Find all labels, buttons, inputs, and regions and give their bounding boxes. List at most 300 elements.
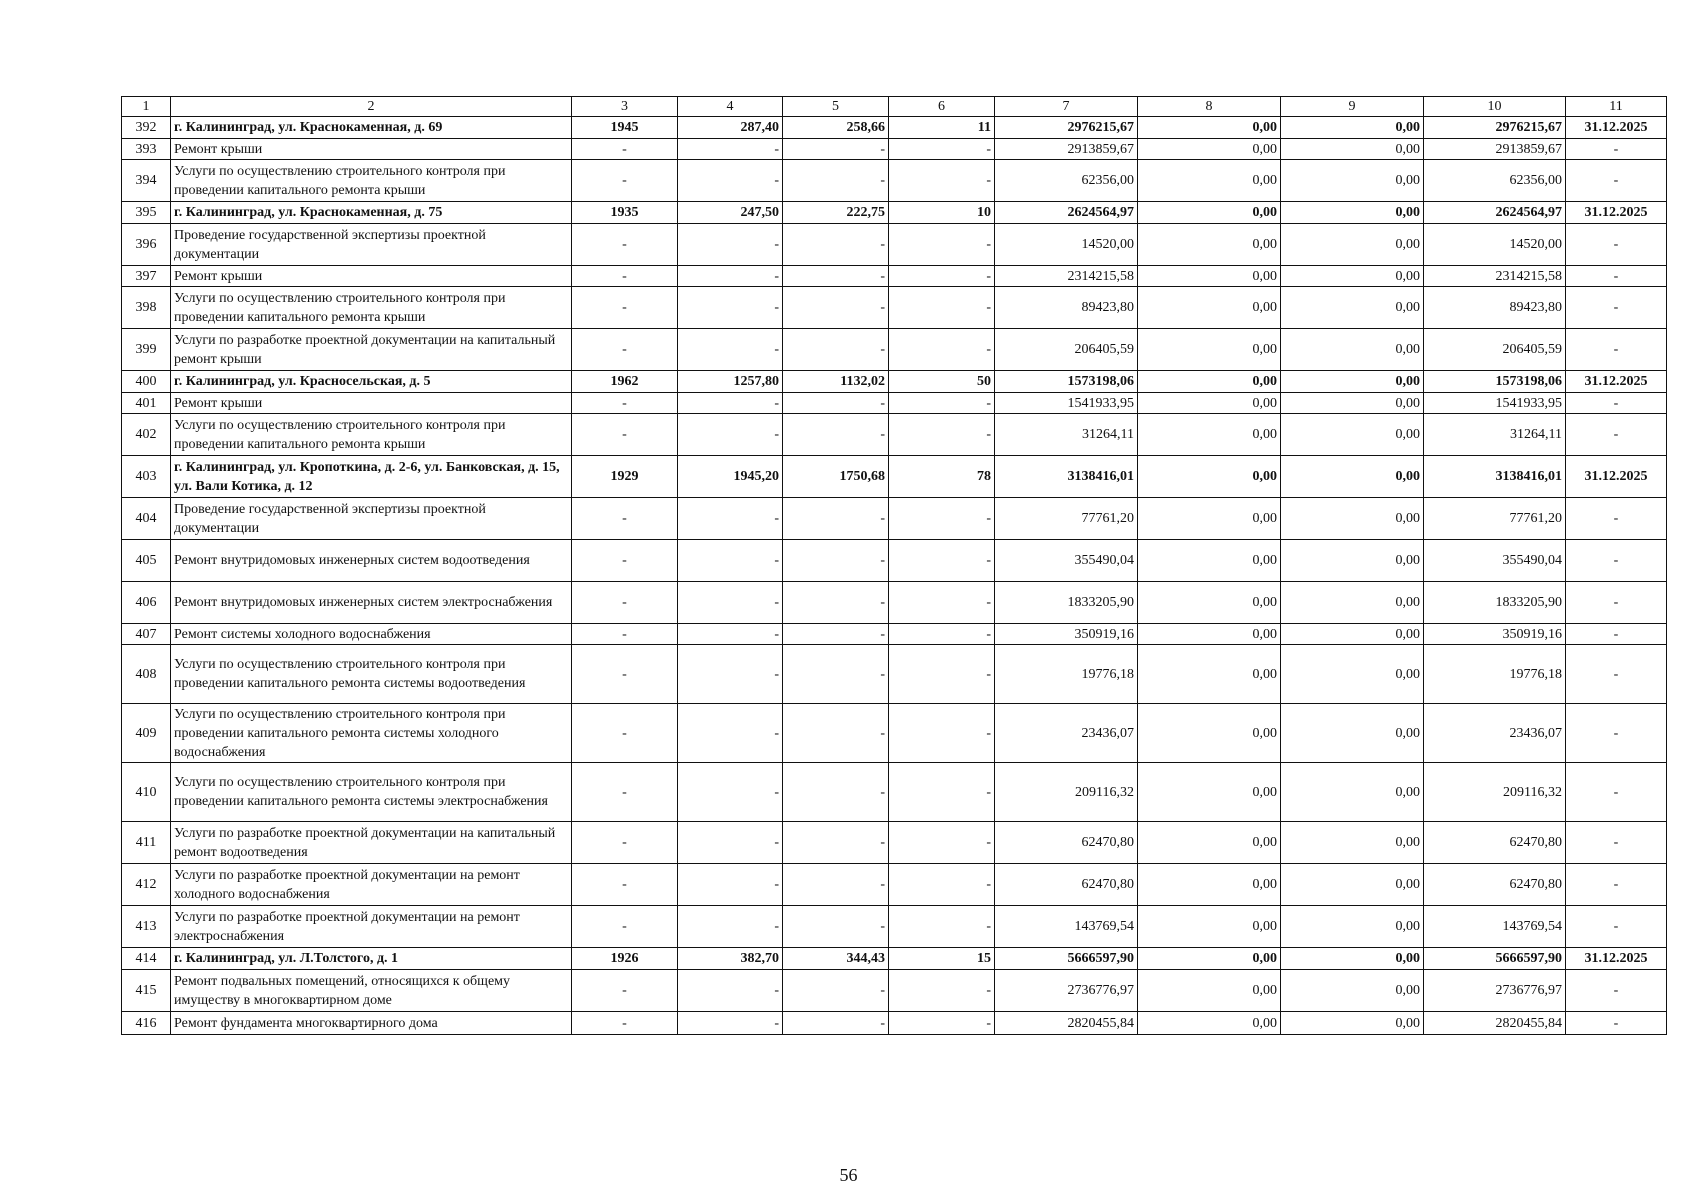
cost-col-8: 0,00 [1138, 645, 1281, 704]
total-area: - [678, 864, 783, 906]
cost-col-10: 5666597,90 [1424, 948, 1566, 970]
row-number: 416 [122, 1012, 171, 1035]
total-area: - [678, 582, 783, 624]
residents-count: - [889, 160, 995, 202]
completion-date: 31.12.2025 [1566, 371, 1667, 393]
cost-col-9: 0,00 [1281, 822, 1424, 864]
year-built: - [572, 704, 678, 763]
total-cost: 206405,59 [995, 329, 1138, 371]
row-description: г. Калининград, ул. Л.Толстого, д. 1 [171, 948, 572, 970]
cost-col-10: 2820455,84 [1424, 1012, 1566, 1035]
row-number: 394 [122, 160, 171, 202]
completion-date: - [1566, 414, 1667, 456]
living-area: - [783, 329, 889, 371]
cost-col-9: 0,00 [1281, 266, 1424, 287]
living-area: - [783, 139, 889, 160]
cost-col-8: 0,00 [1138, 948, 1281, 970]
row-description: Услуги по разработке проектной документации на ремонт холодного водоснабжения [171, 864, 572, 906]
residents-count: - [889, 139, 995, 160]
total-cost: 1833205,90 [995, 582, 1138, 624]
residents-count: - [889, 393, 995, 414]
living-area: - [783, 645, 889, 704]
page-number: 56 [839, 1165, 858, 1185]
total-cost: 2976215,67 [995, 117, 1138, 139]
cost-col-9: 0,00 [1281, 498, 1424, 540]
cost-col-9: 0,00 [1281, 582, 1424, 624]
row-description: г. Калининград, ул. Кропоткина, д. 2-6, ул. Банковская, д. 15, ул. Вали Котика, д. 12 [171, 456, 572, 498]
year-built: - [572, 970, 678, 1012]
residents-count: - [889, 906, 995, 948]
total-area: - [678, 224, 783, 266]
year-built: - [572, 582, 678, 624]
row-description: Услуги по осуществлению строительного контроля при проведении капитального ремонта крыши [171, 414, 572, 456]
row-description: Ремонт крыши [171, 266, 572, 287]
year-built: - [572, 540, 678, 582]
cost-col-8: 0,00 [1138, 906, 1281, 948]
total-area: - [678, 540, 783, 582]
work-item-row [122, 1012, 1667, 1035]
cost-col-9: 0,00 [1281, 970, 1424, 1012]
completion-date: - [1566, 139, 1667, 160]
living-area: - [783, 970, 889, 1012]
residents-count: - [889, 864, 995, 906]
cost-col-9: 0,00 [1281, 202, 1424, 224]
cost-col-9: 0,00 [1281, 456, 1424, 498]
work-item-row [122, 393, 1667, 414]
residents-count: - [889, 822, 995, 864]
total-area: 287,40 [678, 117, 783, 139]
residents-count: 78 [889, 456, 995, 498]
total-area: - [678, 704, 783, 763]
cost-col-10: 62470,80 [1424, 864, 1566, 906]
cost-col-10: 62470,80 [1424, 822, 1566, 864]
work-item-row [122, 582, 1667, 624]
cost-col-8: 0,00 [1138, 822, 1281, 864]
row-number: 405 [122, 540, 171, 582]
total-area: - [678, 822, 783, 864]
cost-col-8: 0,00 [1138, 704, 1281, 763]
row-number: 406 [122, 582, 171, 624]
living-area: - [783, 414, 889, 456]
row-description: Ремонт подвальных помещений, относящихся к общему имуществу в многоквартирном доме [171, 970, 572, 1012]
total-area: - [678, 645, 783, 704]
cost-col-10: 23436,07 [1424, 704, 1566, 763]
row-number: 412 [122, 864, 171, 906]
total-cost: 62470,80 [995, 864, 1138, 906]
residents-count: - [889, 1012, 995, 1035]
residents-count: - [889, 414, 995, 456]
cost-col-10: 209116,32 [1424, 763, 1566, 822]
year-built: 1935 [572, 202, 678, 224]
total-area: - [678, 139, 783, 160]
year-built: - [572, 160, 678, 202]
column-header: 7 [995, 97, 1138, 117]
work-item-row [122, 624, 1667, 645]
residents-count: 50 [889, 371, 995, 393]
year-built: 1945 [572, 117, 678, 139]
completion-date: - [1566, 287, 1667, 329]
completion-date: - [1566, 822, 1667, 864]
cost-col-8: 0,00 [1138, 498, 1281, 540]
cost-col-10: 1833205,90 [1424, 582, 1566, 624]
total-area: - [678, 414, 783, 456]
cost-col-9: 0,00 [1281, 393, 1424, 414]
total-area: - [678, 329, 783, 371]
cost-col-8: 0,00 [1138, 456, 1281, 498]
cost-col-10: 206405,59 [1424, 329, 1566, 371]
column-header: 11 [1566, 97, 1667, 117]
row-number: 393 [122, 139, 171, 160]
cost-col-9: 0,00 [1281, 704, 1424, 763]
work-item-row [122, 906, 1667, 948]
total-cost: 89423,80 [995, 287, 1138, 329]
cost-col-8: 0,00 [1138, 393, 1281, 414]
address-row [122, 456, 1667, 498]
row-number: 402 [122, 414, 171, 456]
year-built: - [572, 224, 678, 266]
cost-col-10: 31264,11 [1424, 414, 1566, 456]
row-description: Ремонт внутридомовых инженерных систем электроснабжения [171, 582, 572, 624]
work-item-row [122, 822, 1667, 864]
cost-col-10: 3138416,01 [1424, 456, 1566, 498]
row-number: 403 [122, 456, 171, 498]
column-header: 8 [1138, 97, 1281, 117]
column-header: 5 [783, 97, 889, 117]
living-area: 1132,02 [783, 371, 889, 393]
column-header: 6 [889, 97, 995, 117]
year-built: - [572, 1012, 678, 1035]
total-area: - [678, 763, 783, 822]
cost-col-8: 0,00 [1138, 160, 1281, 202]
row-description: Услуги по разработке проектной документации на ремонт электроснабжения [171, 906, 572, 948]
row-number: 401 [122, 393, 171, 414]
row-number: 409 [122, 704, 171, 763]
living-area: - [783, 822, 889, 864]
cost-col-9: 0,00 [1281, 645, 1424, 704]
row-number: 400 [122, 371, 171, 393]
cost-col-9: 0,00 [1281, 414, 1424, 456]
total-cost: 19776,18 [995, 645, 1138, 704]
work-item-row [122, 139, 1667, 160]
column-header: 10 [1424, 97, 1566, 117]
row-description: Ремонт внутридомовых инженерных систем водоотведения [171, 540, 572, 582]
living-area: - [783, 864, 889, 906]
completion-date: 31.12.2025 [1566, 948, 1667, 970]
row-number: 411 [122, 822, 171, 864]
cost-col-9: 0,00 [1281, 948, 1424, 970]
cost-col-9: 0,00 [1281, 139, 1424, 160]
residents-count: - [889, 970, 995, 1012]
residents-count: - [889, 645, 995, 704]
total-area: - [678, 1012, 783, 1035]
completion-date: - [1566, 624, 1667, 645]
living-area: - [783, 266, 889, 287]
year-built: - [572, 498, 678, 540]
row-description: Услуги по осуществлению строительного контроля при проведении капитального ремонта крыши [171, 287, 572, 329]
row-number: 395 [122, 202, 171, 224]
living-area: - [783, 763, 889, 822]
living-area: - [783, 704, 889, 763]
living-area: - [783, 224, 889, 266]
cost-col-9: 0,00 [1281, 329, 1424, 371]
completion-date: - [1566, 329, 1667, 371]
total-cost: 2736776,97 [995, 970, 1138, 1012]
total-area: 1945,20 [678, 456, 783, 498]
cost-col-9: 0,00 [1281, 540, 1424, 582]
year-built: - [572, 864, 678, 906]
cost-col-10: 1541933,95 [1424, 393, 1566, 414]
cost-col-8: 0,00 [1138, 414, 1281, 456]
work-item-row [122, 864, 1667, 906]
cost-col-8: 0,00 [1138, 582, 1281, 624]
cost-col-8: 0,00 [1138, 624, 1281, 645]
row-description: Ремонт системы холодного водоснабжения [171, 624, 572, 645]
column-header: 1 [122, 97, 171, 117]
total-area: - [678, 266, 783, 287]
address-row [122, 117, 1667, 139]
residents-count: 11 [889, 117, 995, 139]
row-description: Ремонт фундамента многоквартирного дома [171, 1012, 572, 1035]
completion-date: - [1566, 704, 1667, 763]
living-area: - [783, 1012, 889, 1035]
total-area: - [678, 287, 783, 329]
completion-date: - [1566, 864, 1667, 906]
cost-col-8: 0,00 [1138, 117, 1281, 139]
living-area: - [783, 160, 889, 202]
total-area: - [678, 160, 783, 202]
row-description: Проведение государственной экспертизы проектной документации [171, 224, 572, 266]
row-number: 415 [122, 970, 171, 1012]
total-cost: 3138416,01 [995, 456, 1138, 498]
work-item-row [122, 160, 1667, 202]
total-cost: 77761,20 [995, 498, 1138, 540]
cost-col-10: 2624564,97 [1424, 202, 1566, 224]
living-area: - [783, 498, 889, 540]
completion-date: - [1566, 393, 1667, 414]
total-cost: 62356,00 [995, 160, 1138, 202]
total-area: 247,50 [678, 202, 783, 224]
row-number: 414 [122, 948, 171, 970]
total-cost: 31264,11 [995, 414, 1138, 456]
total-area: - [678, 970, 783, 1012]
work-item-row [122, 498, 1667, 540]
residents-count: - [889, 498, 995, 540]
year-built: - [572, 645, 678, 704]
living-area: 1750,68 [783, 456, 889, 498]
year-built: - [572, 266, 678, 287]
year-built: 1929 [572, 456, 678, 498]
living-area: - [783, 287, 889, 329]
row-number: 404 [122, 498, 171, 540]
total-area: 382,70 [678, 948, 783, 970]
total-cost: 5666597,90 [995, 948, 1138, 970]
cost-col-10: 62356,00 [1424, 160, 1566, 202]
cost-col-9: 0,00 [1281, 864, 1424, 906]
living-area: - [783, 582, 889, 624]
work-item-row [122, 414, 1667, 456]
cost-col-10: 2976215,67 [1424, 117, 1566, 139]
row-description: Услуги по осуществлению строительного контроля при проведении капитального ремонта крыши [171, 160, 572, 202]
cost-col-9: 0,00 [1281, 906, 1424, 948]
row-description: Ремонт крыши [171, 139, 572, 160]
row-number: 396 [122, 224, 171, 266]
total-area: - [678, 393, 783, 414]
row-description: Услуги по разработке проектной документации на капитальный ремонт крыши [171, 329, 572, 371]
work-item-row [122, 763, 1667, 822]
total-area: - [678, 624, 783, 645]
cost-col-8: 0,00 [1138, 266, 1281, 287]
living-area: 222,75 [783, 202, 889, 224]
cost-col-10: 1573198,06 [1424, 371, 1566, 393]
cost-col-9: 0,00 [1281, 224, 1424, 266]
cost-col-10: 2314215,58 [1424, 266, 1566, 287]
completion-date: 31.12.2025 [1566, 117, 1667, 139]
residents-count: - [889, 763, 995, 822]
residents-count: - [889, 540, 995, 582]
year-built: - [572, 139, 678, 160]
cost-col-10: 89423,80 [1424, 287, 1566, 329]
total-cost: 209116,32 [995, 763, 1138, 822]
completion-date: - [1566, 582, 1667, 624]
year-built: - [572, 414, 678, 456]
residents-count: 15 [889, 948, 995, 970]
total-cost: 2913859,67 [995, 139, 1138, 160]
cost-col-10: 355490,04 [1424, 540, 1566, 582]
total-cost: 350919,16 [995, 624, 1138, 645]
row-description: г. Калининград, ул. Краснокаменная, д. 69 [171, 117, 572, 139]
completion-date: - [1566, 540, 1667, 582]
year-built: - [572, 822, 678, 864]
living-area: - [783, 624, 889, 645]
cost-col-10: 14520,00 [1424, 224, 1566, 266]
column-header: 3 [572, 97, 678, 117]
completion-date: - [1566, 906, 1667, 948]
row-number: 398 [122, 287, 171, 329]
completion-date: - [1566, 1012, 1667, 1035]
cost-col-9: 0,00 [1281, 287, 1424, 329]
row-description: Услуги по осуществлению строительного контроля при проведении капитального ремонта системы водоотведения [171, 645, 572, 704]
completion-date: - [1566, 160, 1667, 202]
work-item-row [122, 329, 1667, 371]
cost-col-10: 19776,18 [1424, 645, 1566, 704]
cost-col-10: 2736776,97 [1424, 970, 1566, 1012]
row-description: Услуги по осуществлению строительного контроля при проведении капитального ремонта системы холодного водоснабжения [171, 704, 572, 763]
completion-date: 31.12.2025 [1566, 202, 1667, 224]
total-cost: 1541933,95 [995, 393, 1138, 414]
completion-date: - [1566, 266, 1667, 287]
address-row [122, 202, 1667, 224]
residents-count: - [889, 287, 995, 329]
total-cost: 1573198,06 [995, 371, 1138, 393]
work-item-row [122, 540, 1667, 582]
cost-col-8: 0,00 [1138, 970, 1281, 1012]
cost-col-10: 2913859,67 [1424, 139, 1566, 160]
cost-col-9: 0,00 [1281, 763, 1424, 822]
cost-col-9: 0,00 [1281, 117, 1424, 139]
work-item-row [122, 287, 1667, 329]
cost-col-10: 143769,54 [1424, 906, 1566, 948]
living-area: 258,66 [783, 117, 889, 139]
year-built: - [572, 287, 678, 329]
total-area: - [678, 906, 783, 948]
cost-col-10: 350919,16 [1424, 624, 1566, 645]
total-cost: 355490,04 [995, 540, 1138, 582]
row-number: 392 [122, 117, 171, 139]
address-row [122, 948, 1667, 970]
total-cost: 2314215,58 [995, 266, 1138, 287]
cost-col-8: 0,00 [1138, 540, 1281, 582]
residents-count: - [889, 329, 995, 371]
cost-col-8: 0,00 [1138, 763, 1281, 822]
row-number: 397 [122, 266, 171, 287]
cost-col-8: 0,00 [1138, 1012, 1281, 1035]
year-built: 1926 [572, 948, 678, 970]
row-description: Ремонт крыши [171, 393, 572, 414]
residents-count: 10 [889, 202, 995, 224]
total-area: - [678, 498, 783, 540]
column-header: 4 [678, 97, 783, 117]
residents-count: - [889, 224, 995, 266]
row-number: 410 [122, 763, 171, 822]
total-cost: 2820455,84 [995, 1012, 1138, 1035]
total-area: 1257,80 [678, 371, 783, 393]
row-number: 413 [122, 906, 171, 948]
year-built: 1962 [572, 371, 678, 393]
cost-col-8: 0,00 [1138, 371, 1281, 393]
total-cost: 62470,80 [995, 822, 1138, 864]
cost-col-9: 0,00 [1281, 1012, 1424, 1035]
row-description: Услуги по разработке проектной документации на капитальный ремонт водоотведения [171, 822, 572, 864]
cost-col-8: 0,00 [1138, 224, 1281, 266]
row-description: Услуги по осуществлению строительного контроля при проведении капитального ремонта системы электроснабжения [171, 763, 572, 822]
row-description: г. Калининград, ул. Краснокаменная, д. 75 [171, 202, 572, 224]
total-cost: 14520,00 [995, 224, 1138, 266]
row-description: Проведение государственной экспертизы проектной документации [171, 498, 572, 540]
column-header: 2 [171, 97, 572, 117]
completion-date: - [1566, 498, 1667, 540]
address-row [122, 371, 1667, 393]
total-cost: 2624564,97 [995, 202, 1138, 224]
row-number: 399 [122, 329, 171, 371]
cost-col-8: 0,00 [1138, 139, 1281, 160]
living-area: - [783, 540, 889, 582]
year-built: - [572, 624, 678, 645]
completion-date: - [1566, 224, 1667, 266]
total-cost: 23436,07 [995, 704, 1138, 763]
row-number: 408 [122, 645, 171, 704]
cost-col-10: 77761,20 [1424, 498, 1566, 540]
cost-col-8: 0,00 [1138, 202, 1281, 224]
completion-date: - [1566, 645, 1667, 704]
residents-count: - [889, 582, 995, 624]
completion-date: 31.12.2025 [1566, 456, 1667, 498]
year-built: - [572, 906, 678, 948]
living-area: - [783, 393, 889, 414]
row-number: 407 [122, 624, 171, 645]
completion-date: - [1566, 763, 1667, 822]
year-built: - [572, 329, 678, 371]
cost-col-8: 0,00 [1138, 329, 1281, 371]
living-area: - [783, 906, 889, 948]
work-item-row [122, 224, 1667, 266]
residents-count: - [889, 704, 995, 763]
residents-count: - [889, 624, 995, 645]
total-cost: 143769,54 [995, 906, 1138, 948]
cost-col-9: 0,00 [1281, 624, 1424, 645]
year-built: - [572, 763, 678, 822]
repair-program-table [121, 96, 1667, 1035]
work-item-row [122, 266, 1667, 287]
